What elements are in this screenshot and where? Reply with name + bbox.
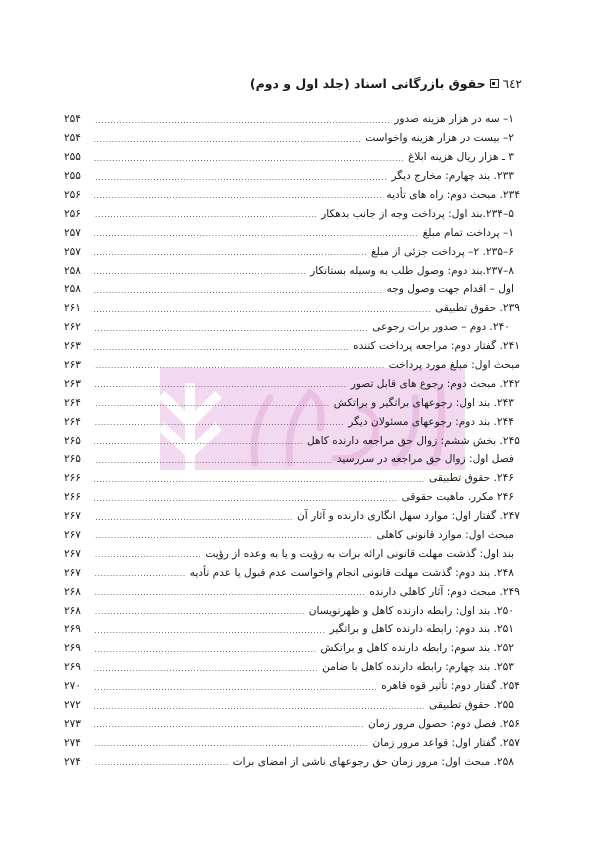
toc-entry-title: ۱– سه در هزار هزینه صدور (394, 113, 514, 126)
toc-entry-title: ۲۴۱. گفتار دوم: مراجعه پرداخت کننده (353, 340, 520, 353)
toc-entry-page: ۲۶۸ (64, 604, 81, 617)
toc-entry-title: ۵–۲۳۴.بند اول: پرداخت وجه از جانب بدهکار (321, 207, 514, 220)
dot-leader (94, 645, 317, 658)
dot-leader (94, 626, 326, 639)
dot-leader (94, 531, 372, 544)
toc-entry-page: ۲۷۳ (64, 717, 81, 730)
toc-entry-page: ۲۶۶ (64, 472, 81, 485)
toc-entry-title: ۶–۲۳۵. ۲– پرداخت جزئی از مبلغ (371, 245, 514, 258)
toc-entry-title: ۲۴۸. بند دوم: گذشت مهلت قانونی انجام واخواست عدم قبول یا عدم تأدیه (189, 566, 514, 579)
toc-entry (64, 280, 520, 299)
toc-entry-title: ۲۴۳. بند اول: رجوعهای براتگیر و براتکش (333, 396, 514, 409)
toc-entry (64, 374, 520, 393)
toc-entry-page: ۲۶۷ (64, 529, 81, 542)
toc-entry (64, 488, 520, 507)
toc-entry-page: ۲۶۹ (64, 661, 81, 674)
dot-leader (94, 683, 377, 696)
toc-entry-page: ۲۶۲ (64, 321, 81, 334)
toc-entry (64, 696, 520, 715)
toc-entry-title: ۲۵۳. بند چهارم: رابطه دارنده کاهل با ضامن (322, 661, 514, 674)
toc-entry-page: ۲۶۳ (64, 377, 81, 390)
dot-leader (94, 267, 306, 280)
toc-entry (64, 148, 520, 167)
toc-entry-title: ۲۴۷. گفتار اول: موارد سهل انگاری دارنده و آثار آن (296, 510, 520, 523)
toc-entry (64, 431, 520, 450)
toc-entry (64, 393, 520, 412)
table-of-contents (64, 110, 520, 771)
toc-entry (64, 507, 520, 526)
dot-leader (94, 173, 387, 186)
dot-leader (94, 494, 398, 507)
toc-entry-page: ۲۵۸ (64, 283, 81, 296)
running-header (250, 76, 522, 91)
toc-entry-title: بند اول: گذشت مهلت قانونی ارائه برات به رؤیت و یا به وعده از رؤیت (205, 547, 514, 560)
toc-entry-title: فصل اول: زوال حق مراجعه در سررسید (336, 453, 514, 466)
toc-entry-page: ۲۷۴ (64, 755, 81, 768)
toc-entry (64, 601, 520, 620)
dot-leader (94, 418, 344, 431)
toc-entry-title: مبحث اول: مبلغ مورد پرداخت (388, 359, 520, 372)
dot-leader (94, 154, 404, 167)
toc-entry-title: ۲۴۴. بند دوم: رجوعهای مسئولان دیگر (348, 415, 514, 428)
toc-entry-title: ۲۴۹. مبحث دوم: آثار کاهلی دارنده (369, 585, 520, 598)
toc-entry-page: ۲۵۴ (64, 113, 81, 126)
toc-entry-title: ۲۵۸. مبحث اول: مرور زمان حق رجوعهای ناشی از امضای برات (232, 755, 514, 768)
toc-entry-title: ۲۵۵. حقوق تطبیقی (428, 699, 514, 712)
dot-leader (94, 569, 186, 582)
toc-entry (64, 129, 520, 148)
toc-entry-title: ۲۴۶ مکرر. ماهیت حقوقی (401, 491, 514, 504)
dot-leader (94, 135, 361, 148)
dot-leader (94, 343, 349, 356)
toc-entry (64, 563, 520, 582)
toc-entry-title: ۲۵۰. بند اول: رابطه دارنده کاهل و ظهرنویسان (308, 604, 514, 617)
toc-entry-page: ۲۵۴ (64, 132, 81, 145)
toc-entry-page: ۲۵۸ (64, 264, 81, 277)
toc-entry-title: ۲۵۶. فصل دوم: حصول مرور زمان (368, 717, 520, 730)
toc-entry-page: ۲۶۶ (64, 491, 81, 504)
toc-entry-page: ۲۵۶ (64, 189, 81, 201)
dot-leader (94, 191, 382, 204)
toc-entry-title: اول – اقدام جهت وصول وجه (386, 283, 514, 296)
toc-entry-page: ۲۷۴ (64, 736, 81, 749)
toc-entry (64, 223, 520, 242)
toc-entry-title: ۲۵۴. گفتار دوم: تأثیر قوه قاهره (381, 680, 520, 693)
toc-entry-title: ۲۴۶. حقوق تطبیقی (428, 472, 514, 485)
toc-entry-page: ۲۶۵ (64, 434, 81, 447)
toc-entry (64, 450, 520, 469)
toc-entry-title: ۲۳۹. حقوق تطبیقی (434, 302, 520, 315)
toc-entry-title: ۱– پرداخت تمام مبلغ (422, 226, 514, 239)
dot-leader (94, 513, 293, 526)
toc-entry-page: ۲۵۷ (64, 245, 81, 258)
dot-leader (94, 720, 364, 733)
toc-entry-page: ۲۶۹ (64, 623, 81, 636)
toc-entry-page: ۲۶۹ (64, 642, 81, 655)
toc-entry (64, 715, 520, 734)
toc-entry-title: ۲۳۴. مبحث دوم: راه های تأدیه (386, 189, 520, 201)
toc-entry (64, 658, 520, 677)
toc-entry-page: ۲۶۵ (64, 453, 81, 466)
square-bullet-icon (490, 79, 499, 88)
toc-entry (64, 733, 520, 752)
toc-entry-title: ۳ ـ هزار ریال هزینه ابلاغ (408, 151, 514, 164)
toc-entry-page: ۲۶۱ (64, 302, 81, 315)
dot-leader (94, 248, 367, 261)
toc-entry-title: ۲۴۰. دوم – صدور برات رجوعی (372, 321, 510, 334)
toc-entry-page: ۲۶۷ (64, 510, 81, 523)
book-title: حقوق بازرگانی اسناد (جلد اول و دوم) (249, 76, 486, 91)
dot-leader (94, 739, 369, 752)
dot-leader (94, 702, 425, 715)
toc-entry-page: ۲۶۷ (64, 566, 81, 579)
dot-leader (94, 286, 383, 299)
dot-leader (94, 664, 318, 677)
toc-entry (64, 526, 520, 545)
dot-leader (94, 229, 419, 242)
toc-entry-title: ۲۳۳. بند چهارم: مخارج دیگر (391, 170, 514, 183)
dot-leader (94, 361, 385, 374)
dot-leader (94, 210, 317, 223)
toc-entry (64, 337, 520, 356)
dot-leader (94, 456, 333, 469)
toc-entry (64, 318, 520, 337)
toc-entry (64, 544, 520, 563)
dot-leader (94, 380, 347, 393)
toc-entry-page: ۲۶۳ (64, 359, 81, 372)
toc-entry (64, 469, 520, 488)
toc-entry (64, 412, 520, 431)
toc-entry-title: مبحث اول: موارد قانونی کاهلی (376, 529, 514, 542)
toc-entry-page: ۲۷۲ (64, 699, 81, 712)
dot-leader (94, 550, 201, 563)
toc-entry (64, 752, 520, 771)
toc-entry (64, 186, 520, 205)
toc-entry-title: ۲۵۲. بند سوم: رابطه دارنده کاهل و براتکش (320, 642, 514, 655)
toc-entry-title: ۲۵۷. گفتار اول: قواعد مرور زمان (372, 736, 520, 749)
toc-entry-title: ۲۵۱. بند دوم: رابطه دارنده کاهل و براتگیر (329, 623, 514, 636)
dot-leader (94, 607, 305, 620)
toc-entry (64, 677, 520, 696)
toc-entry (64, 110, 520, 129)
toc-entry (64, 261, 520, 280)
toc-entry-page: ۲۶۷ (64, 547, 81, 560)
toc-entry-title: ۲۴۵. بخش ششم: زوال حق مراجعه دارنده کاهل (306, 434, 520, 447)
toc-entry (64, 582, 520, 601)
toc-entry-page: ۲۶۳ (64, 340, 81, 353)
dot-leader (94, 758, 229, 771)
toc-entry-page: ۲۶۴ (64, 396, 81, 409)
toc-entry-page: ۲۵۶ (64, 207, 81, 220)
toc-entry (64, 204, 520, 223)
toc-entry (64, 356, 520, 375)
dot-leader (94, 324, 368, 337)
page-number: ٦٤٢ (502, 76, 522, 91)
toc-entry (64, 299, 520, 318)
toc-entry-page: ۲۶۴ (64, 415, 81, 428)
toc-entry (64, 167, 520, 186)
dot-leader (94, 588, 365, 601)
toc-entry (64, 639, 520, 658)
dot-leader (94, 475, 425, 488)
toc-entry (64, 620, 520, 639)
toc-entry-page: ۲۵۷ (64, 226, 81, 239)
toc-entry-title: ۲– بیست در هزار هزینه واخواست (365, 132, 514, 145)
dot-leader (94, 305, 431, 318)
toc-entry-title: ۸–۲۳۷.بند دوم: وصول طلب به وسیله بستانکار (310, 264, 514, 277)
dot-leader (94, 437, 303, 450)
toc-entry-page: ۲۵۵ (64, 170, 81, 183)
toc-entry-page: ۲۷۰ (64, 680, 81, 693)
dot-leader (94, 399, 330, 412)
toc-entry-page: ۲۵۵ (64, 151, 81, 164)
dot-leader (94, 116, 390, 129)
toc-entry-page: ۲۶۸ (64, 585, 81, 598)
toc-entry-title: ۲۴۲. مبحث دوم: رجوع های قابل تصور (350, 377, 520, 390)
toc-entry (64, 242, 520, 261)
